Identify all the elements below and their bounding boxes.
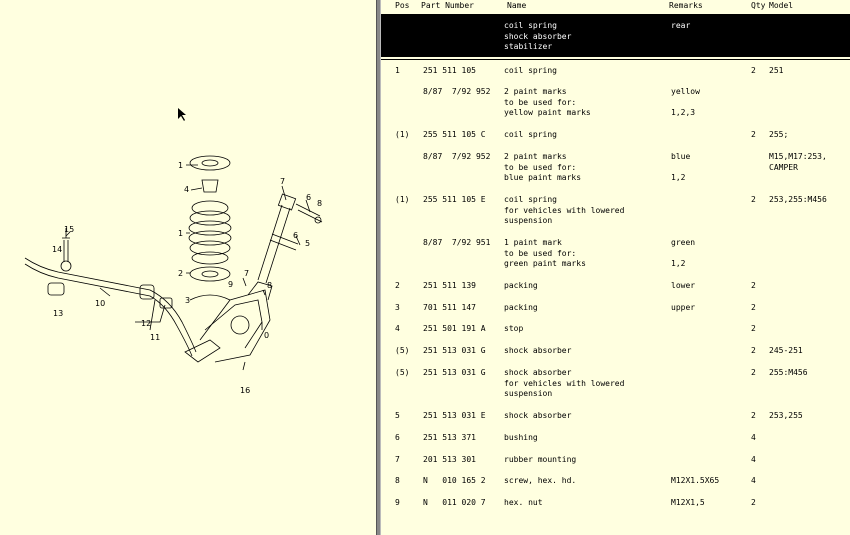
row-qty: 2 bbox=[751, 195, 756, 204]
col-part-number-header: Part Number bbox=[421, 1, 474, 10]
row-model: 253,255:M456 bbox=[769, 195, 827, 204]
row-part-number: 251 501 191 A bbox=[423, 324, 486, 333]
parts-list-header bbox=[381, 0, 850, 12]
row-qty: 2 bbox=[751, 66, 756, 75]
row-remarks: upper bbox=[671, 303, 696, 312]
callout-10[interactable]: 10 bbox=[95, 299, 106, 308]
row-model: 255; bbox=[769, 130, 789, 139]
row-pos: (5) bbox=[395, 368, 410, 377]
callout-13[interactable]: 13 bbox=[53, 309, 64, 318]
row-qty: 2 bbox=[751, 346, 756, 355]
stabilizer-bar bbox=[25, 258, 196, 352]
row-remarks: M12X1,5 bbox=[671, 498, 705, 507]
row-qty: 2 bbox=[751, 303, 756, 312]
selected-name: coil spring shock absorber stabilizer bbox=[504, 21, 572, 51]
row-remarks: green 1,2 bbox=[671, 238, 696, 268]
callout-9[interactable]: 9 bbox=[228, 280, 234, 289]
col-name-header: Name bbox=[507, 1, 527, 10]
callout-15[interactable]: 15 bbox=[64, 225, 75, 234]
row-pos: 3 bbox=[395, 303, 400, 312]
row-name: packing bbox=[504, 281, 538, 290]
row-name: shock absorber bbox=[504, 411, 572, 420]
row-name: rubber mounting bbox=[504, 455, 577, 464]
row-name: shock absorber for vehicles with lowered suspension bbox=[504, 368, 625, 398]
row-name: packing bbox=[504, 303, 538, 312]
mouse-cursor-icon bbox=[178, 108, 186, 121]
diagram-pane bbox=[0, 0, 376, 535]
row-remarks: lower bbox=[671, 281, 696, 290]
row-qty: 4 bbox=[751, 433, 756, 442]
row-part-number: 8/87 7/92 952 bbox=[423, 87, 491, 96]
row-name: shock absorber bbox=[504, 346, 572, 355]
row-part-number: 251 513 031 G bbox=[423, 346, 486, 355]
row-qty: 4 bbox=[751, 476, 756, 485]
callout-5[interactable]: 5 bbox=[305, 239, 311, 248]
row-name: hex. nut bbox=[504, 498, 543, 507]
row-pos: (1) bbox=[395, 195, 410, 204]
col-model-header: Model bbox=[769, 1, 794, 10]
row-name: bushing bbox=[504, 433, 538, 442]
row-pos: 7 bbox=[395, 455, 400, 464]
row-part-number: 255 511 105 C bbox=[423, 130, 486, 139]
row-qty: 2 bbox=[751, 498, 756, 507]
selected-group-row[interactable] bbox=[381, 14, 850, 57]
row-part-number: 251 513 371 bbox=[423, 433, 476, 442]
callout-3[interactable]: 3 bbox=[185, 296, 191, 305]
header-separator bbox=[381, 59, 850, 60]
callout-0[interactable]: 0 bbox=[264, 331, 270, 340]
row-part-number: 701 511 147 bbox=[423, 303, 476, 312]
callout-8[interactable]: 8 bbox=[317, 199, 323, 208]
row-pos: 8 bbox=[395, 476, 400, 485]
row-pos: 6 bbox=[395, 433, 400, 442]
row-part-number: 251 513 031 E bbox=[423, 411, 486, 420]
row-name: coil spring bbox=[504, 66, 557, 75]
callout-1[interactable]: 1 bbox=[178, 229, 184, 238]
coil-spring bbox=[189, 156, 234, 300]
col-remarks-header: Remarks bbox=[669, 1, 703, 10]
row-part-number: 8/87 7/92 952 bbox=[423, 152, 491, 161]
row-part-number: 251 511 105 bbox=[423, 66, 476, 75]
row-name: coil spring bbox=[504, 130, 557, 139]
callout-11[interactable]: 11 bbox=[150, 333, 161, 342]
callout-7[interactable]: 7 bbox=[280, 177, 286, 186]
row-remarks: yellow 1,2,3 bbox=[671, 87, 700, 117]
row-part-number: N 010 165 2 bbox=[423, 476, 486, 485]
row-qty: 2 bbox=[751, 324, 756, 333]
row-name: stop bbox=[504, 324, 524, 333]
row-part-number: 8/87 7/92 951 bbox=[423, 238, 491, 247]
row-model: 253,255 bbox=[769, 411, 803, 420]
row-name: 2 paint marks to be used for: yellow paint marks bbox=[504, 87, 591, 117]
callout-2[interactable]: 2 bbox=[178, 269, 184, 278]
callout-12[interactable]: 12 bbox=[141, 319, 152, 328]
row-qty: 2 bbox=[751, 368, 756, 377]
row-qty: 4 bbox=[751, 455, 756, 464]
callout-4[interactable]: 4 bbox=[184, 185, 190, 194]
row-name: 1 paint mark to be used for: green paint marks bbox=[504, 238, 586, 268]
row-model: 251 bbox=[769, 66, 784, 75]
row-qty: 2 bbox=[751, 281, 756, 290]
shock-absorber bbox=[258, 205, 290, 283]
row-pos: (5) bbox=[395, 346, 410, 355]
row-name: coil spring for vehicles with lowered suspension bbox=[504, 195, 625, 225]
row-remarks: M12X1.5X65 bbox=[671, 476, 720, 485]
row-part-number: 201 513 301 bbox=[423, 455, 476, 464]
row-part-number: N 011 020 7 bbox=[423, 498, 486, 507]
callout-14[interactable]: 14 bbox=[52, 245, 63, 254]
row-name: 2 paint marks to be used for: blue paint marks bbox=[504, 152, 582, 182]
exploded-diagram bbox=[0, 0, 376, 535]
row-pos: (1) bbox=[395, 130, 410, 139]
callout-16[interactable]: 16 bbox=[240, 386, 251, 395]
row-qty: 2 bbox=[751, 411, 756, 420]
row-qty: 2 bbox=[751, 130, 756, 139]
row-remarks: blue 1,2 bbox=[671, 152, 691, 182]
callout-7-lower[interactable]: 7 bbox=[244, 269, 250, 278]
callout-8-lower[interactable]: 8 bbox=[267, 281, 273, 290]
row-pos: 5 bbox=[395, 411, 400, 420]
callout-6-top[interactable]: 6 bbox=[306, 193, 312, 202]
selected-remarks: rear bbox=[671, 21, 691, 30]
row-model: 245-251 bbox=[769, 346, 803, 355]
row-model: M15,M17:253, CAMPER bbox=[769, 152, 827, 172]
row-part-number: 251 511 139 bbox=[423, 281, 476, 290]
col-pos-header: Pos bbox=[395, 1, 410, 10]
callout-6[interactable]: 6 bbox=[293, 231, 299, 240]
row-pos: 4 bbox=[395, 324, 400, 333]
callout-1-top[interactable]: 1 bbox=[178, 161, 184, 170]
parts-list-pane bbox=[381, 0, 850, 535]
row-part-number: 255 511 105 E bbox=[423, 195, 486, 204]
row-pos: 2 bbox=[395, 281, 400, 290]
row-model: 255:M456 bbox=[769, 368, 808, 377]
col-qty-header: Qty bbox=[751, 1, 766, 10]
row-part-number: 251 513 031 G bbox=[423, 368, 486, 377]
row-pos: 9 bbox=[395, 498, 400, 507]
row-name: screw, hex. hd. bbox=[504, 476, 577, 485]
row-pos: 1 bbox=[395, 66, 400, 75]
